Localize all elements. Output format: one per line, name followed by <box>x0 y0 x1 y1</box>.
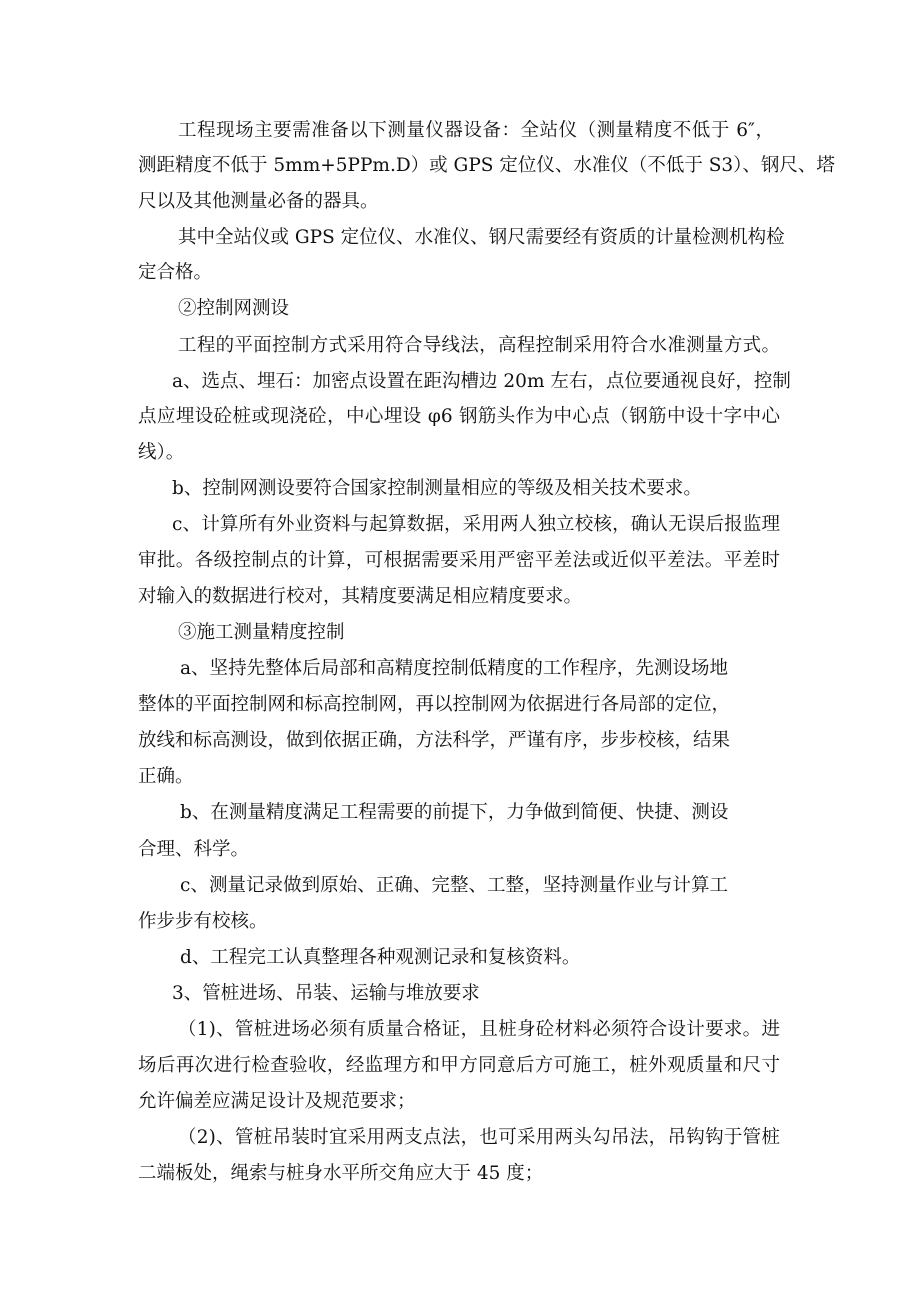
list-item-line: 正确。 <box>138 766 194 787</box>
list-item-line: a、选点、埋石：加密点设置在距沟槽边 20m 左右，点位要通视良好，控制 <box>172 371 791 392</box>
list-item-line: （2)、管桩吊装时宜采用两支点法，也可采用两头勾吊法，吊钩钩于管桩 <box>178 1127 780 1148</box>
list-item-line: 点应埋设砼桩或现浇砼，中心埋设 φ6 钢筋头作为中心点（钢筋中设十字中心 <box>138 406 780 427</box>
list-item-line: 场后再次进行检查验收，经监理方和甲方同意后方可施工，桩外观质量和尺寸 <box>138 1055 780 1076</box>
list-item-line: 允许偏差应满足设计及规范要求； <box>138 1091 416 1112</box>
paragraph-line: 尺以及其他测量必备的器具。 <box>138 191 379 212</box>
paragraph-line: 工程的平面控制方式采用符合导线法，高程控制采用符合水准测量方式。 <box>178 335 780 356</box>
list-item-line: b、在测量精度满足工程需要的前提下，力争做到简便、快捷、测设 <box>180 802 729 823</box>
paragraph-line: 其中全站仪或 GPS 定位仪、水准仪、钢尺需要经有资质的计量检测机构检 <box>178 227 785 248</box>
paragraph-line: 定合格。 <box>138 262 213 283</box>
paragraph-line: 测距精度不低于 5mm+5PPm.D）或 GPS 定位仪、水准仪（不低于 S3）、钢尺、塔 <box>138 155 835 176</box>
list-item-line: 放线和标高测设，做到依据正确，方法科学，严谨有序，步步校核，结果 <box>138 730 731 751</box>
list-item-line: d、工程完工认真整理各种观测记录和复核资料。 <box>180 947 581 968</box>
section-heading: ②控制网测设 <box>178 298 290 319</box>
list-item-line: b、控制网测设要符合国家控制测量相应的等级及相关技术要求。 <box>172 478 702 499</box>
list-item-line: 对输入的数据进行校对，其精度要满足相应精度要求。 <box>138 586 583 607</box>
list-item-line: a、坚持先整体后局部和高精度控制低精度的工作程序，先测设场地 <box>180 658 728 679</box>
list-item-line: 整体的平面控制网和标高控制网，再以控制网为依据进行各局部的定位， <box>138 694 731 715</box>
list-item-line: c、测量记录做到原始、正确、完整、工整，坚持测量作业与计算工 <box>180 875 728 896</box>
section-heading: 3、管桩进场、吊装、运输与堆放要求 <box>172 983 480 1004</box>
list-item-line: 二端板处，绳索与桩身水平所交角应大于 45 度； <box>138 1163 544 1184</box>
list-item-line: c、计算所有外业资料与起算数据，采用两人独立校核，确认无误后报监理 <box>172 514 780 535</box>
list-item-line: 作步步有校核。 <box>138 911 268 932</box>
list-item-line: 线）。 <box>138 442 185 463</box>
list-item-line: 合理、科学。 <box>138 839 250 860</box>
list-item-line: 审批。各级控制点的计算，可根据需要采用严密平差法或近似平差法。平差时 <box>138 550 780 571</box>
section-heading: ③施工测量精度控制 <box>178 622 345 643</box>
paragraph-line: 工程现场主要需准备以下测量仪器设备：全站仪（测量精度不低于 6″， <box>178 120 774 141</box>
list-item-line: （1)、管桩进场必须有质量合格证，且桩身砼材料必须符合设计要求。进 <box>178 1019 780 1040</box>
